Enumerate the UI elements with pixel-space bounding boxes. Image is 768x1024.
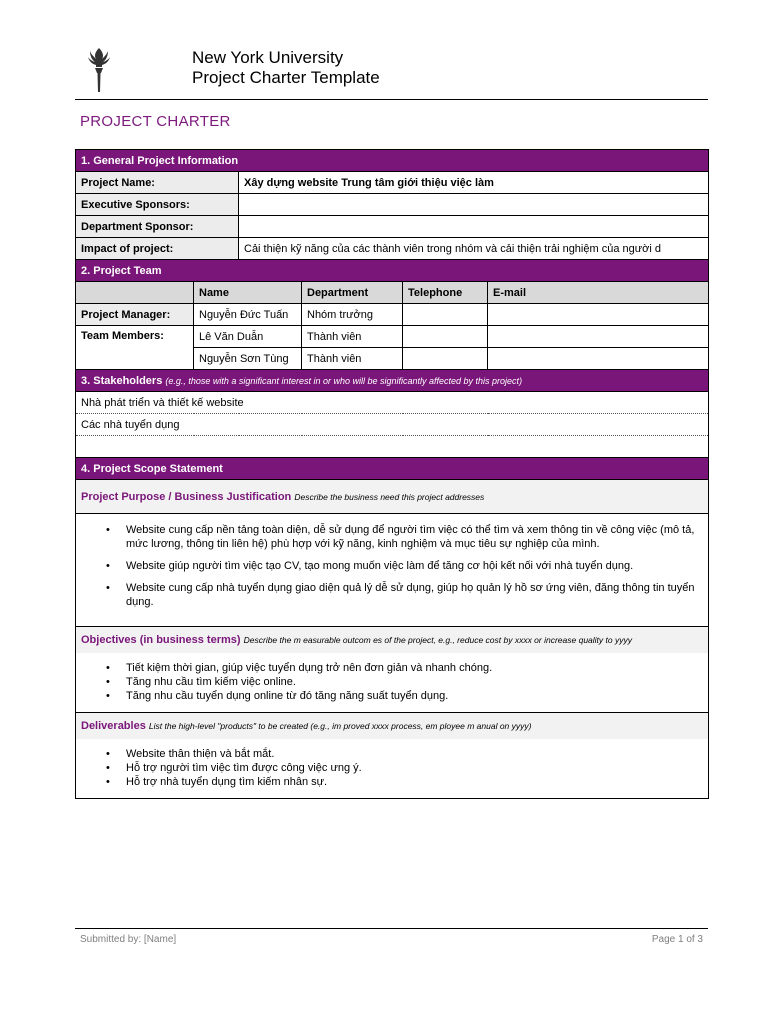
table-row (76, 194, 709, 216)
objectives-content (76, 653, 709, 713)
deliverables-cell[interactable] (76, 739, 709, 799)
member-telephone[interactable] (403, 348, 488, 370)
list-item (81, 559, 703, 573)
document-header (75, 44, 708, 100)
bullet-text: Tiết kiệm thời gian, giúp việc tuyển dụng trở nên đơn giản và nhanh chóng. (126, 662, 493, 675)
field-label: Team Members: (76, 326, 194, 370)
list-item (76, 436, 709, 458)
column-header: Name (194, 282, 302, 304)
subheader-title: Deliverables (81, 719, 146, 732)
list-item (81, 523, 703, 551)
bullet-icon: • (106, 748, 110, 761)
project-charter-table (75, 149, 709, 799)
member-email[interactable] (488, 348, 709, 370)
field-label: Department Sponsor: (76, 216, 239, 238)
page-heading: PROJECT CHARTER (80, 113, 231, 130)
column-header: E-mail (488, 282, 709, 304)
bullet-text: Website cung cấp nhà tuyển dụng giao diện quả lý dễ sử dụng, giúp họ quản lý hồ sơ ứng viên, đăng thông tin tuyển dụng. (126, 582, 695, 608)
stakeholder-item[interactable]: Nhà phát triển và thiết kế website (76, 392, 709, 414)
bullet-text: Website thân thiện và bắt mắt. (126, 748, 275, 761)
list-item (81, 581, 703, 609)
member-telephone[interactable] (403, 304, 488, 326)
list-item (81, 775, 703, 789)
section-general-header (76, 150, 709, 172)
section-title: 4. Project Scope Statement (76, 458, 709, 480)
field-label: Executive Sponsors: (76, 194, 239, 216)
member-name[interactable]: Lê Văn Duẫn (194, 326, 302, 348)
bullet-text: Hỗ trợ người tìm việc tìm được công việc ưng ý. (126, 762, 362, 775)
section-note: (e.g., those with a significant interest in or who will be significantly affected by this project) (165, 375, 523, 386)
team-column-headers (76, 282, 709, 304)
bullet-icon: • (106, 662, 110, 675)
member-telephone[interactable] (403, 326, 488, 348)
list-item (76, 392, 709, 414)
bullet-list (81, 661, 703, 703)
stakeholder-item[interactable] (76, 436, 709, 458)
member-name[interactable]: Nguyễn Đức Tuấn (194, 304, 302, 326)
list-item (81, 675, 703, 689)
bullet-icon: • (106, 762, 110, 775)
field-label: Project Manager: (76, 304, 194, 326)
member-email[interactable] (488, 304, 709, 326)
bullet-icon: • (106, 676, 110, 689)
list-item (81, 747, 703, 761)
table-row (76, 216, 709, 238)
column-header: Telephone (403, 282, 488, 304)
list-item (81, 661, 703, 675)
bullet-icon: • (106, 560, 110, 572)
field-label: Project Name: (76, 172, 239, 194)
bullet-icon: • (106, 690, 110, 703)
member-department[interactable]: Thành viên (302, 348, 403, 370)
member-department[interactable]: Nhóm trưởng (302, 304, 403, 326)
impact-value[interactable]: Cải thiện kỹ năng của các thành viên trong nhóm và cải thiện trải nghiệm của người d (239, 238, 709, 260)
table-row (76, 172, 709, 194)
field-label: Impact of project: (76, 238, 239, 260)
table-row (76, 326, 709, 348)
bullet-list (81, 747, 703, 789)
document-footer (75, 928, 708, 945)
subheader-description: Describe the business need this project addresses (294, 491, 485, 502)
column-header: Department (302, 282, 403, 304)
bullet-icon: • (106, 524, 110, 536)
department-sponsor-value[interactable] (239, 216, 709, 238)
bullet-icon: • (106, 776, 110, 789)
document-title: Project Charter Template (192, 68, 380, 87)
deliverables-subheader (76, 713, 709, 739)
nyu-torch-logo-icon (85, 46, 113, 94)
subheader-description: List the high-level "products" to be created (e.g., im proved xxxx process, em ployee m anual on yyyy) (148, 720, 532, 731)
subheader-title: Project Purpose / Business Justification (81, 490, 292, 503)
objectives-cell[interactable] (76, 653, 709, 713)
purpose-subheader (76, 480, 709, 514)
bullet-text: Tăng nhu cầu tuyển dụng online từ đó tăng năng suất tuyển dụng. (126, 690, 449, 703)
submitted-by: Submitted by: [Name] (80, 934, 177, 945)
subheader-title: Objectives (in business terms) (81, 633, 241, 646)
subheader-cell (76, 713, 709, 739)
executive-sponsors-value[interactable] (239, 194, 709, 216)
project-name-value[interactable]: Xây dựng website Trung tâm giới thiệu việc làm (239, 172, 709, 194)
page-number: Page 1 of 3 (651, 934, 703, 945)
subheader-cell (76, 480, 709, 514)
member-department[interactable]: Thành viên (302, 326, 403, 348)
bullet-text: Website cung cấp nền tảng toàn diện, dễ sử dụng để người tìm việc có thể tìm và xem thông tin về công việc (mô tả, mức lương, thông tin liên hệ) phù hợp với kỹ năng, kinh nghiệm và mục tiêu sự nghiệp của mình. (126, 524, 695, 550)
bullet-text: Website giúp người tìm việc tạo CV, tạo mong muốn việc làm để tăng cơ hội kết nối với nhà tuyển dụng. (126, 560, 634, 572)
deliverables-content (76, 739, 709, 799)
stakeholder-item[interactable]: Các nhà tuyển dụng (76, 414, 709, 436)
section-team-header (76, 260, 709, 282)
bullet-text: Tăng nhu cầu tìm kiếm việc online. (126, 676, 296, 689)
subheader-description: Describe the m easurable outcom es of the project, e.g., reduce cost by xxxx or increase quality to yyyy (243, 634, 632, 645)
blank-header-cell (76, 282, 194, 304)
member-email[interactable] (488, 326, 709, 348)
list-item (81, 761, 703, 775)
purpose-content (76, 514, 709, 627)
table-row (76, 238, 709, 260)
section-title-text: 3. Stakeholders (81, 374, 163, 387)
list-item (76, 414, 709, 436)
section-title (76, 370, 709, 392)
table-row (76, 304, 709, 326)
section-title: 1. General Project Information (76, 150, 709, 172)
objectives-subheader (76, 627, 709, 653)
list-item (81, 689, 703, 703)
subheader-cell (76, 627, 709, 653)
section-stakeholders-header (76, 370, 709, 392)
bullet-icon: • (106, 582, 110, 594)
bullet-list (81, 523, 703, 609)
section-title: 2. Project Team (76, 260, 709, 282)
bullet-text: Hỗ trợ nhà tuyển dụng tìm kiếm nhân sự. (126, 776, 328, 789)
member-name[interactable]: Nguyễn Sơn Tùng (194, 348, 302, 370)
organization-name: New York University (192, 48, 344, 67)
section-scope-header (76, 458, 709, 480)
purpose-cell[interactable] (76, 514, 709, 627)
